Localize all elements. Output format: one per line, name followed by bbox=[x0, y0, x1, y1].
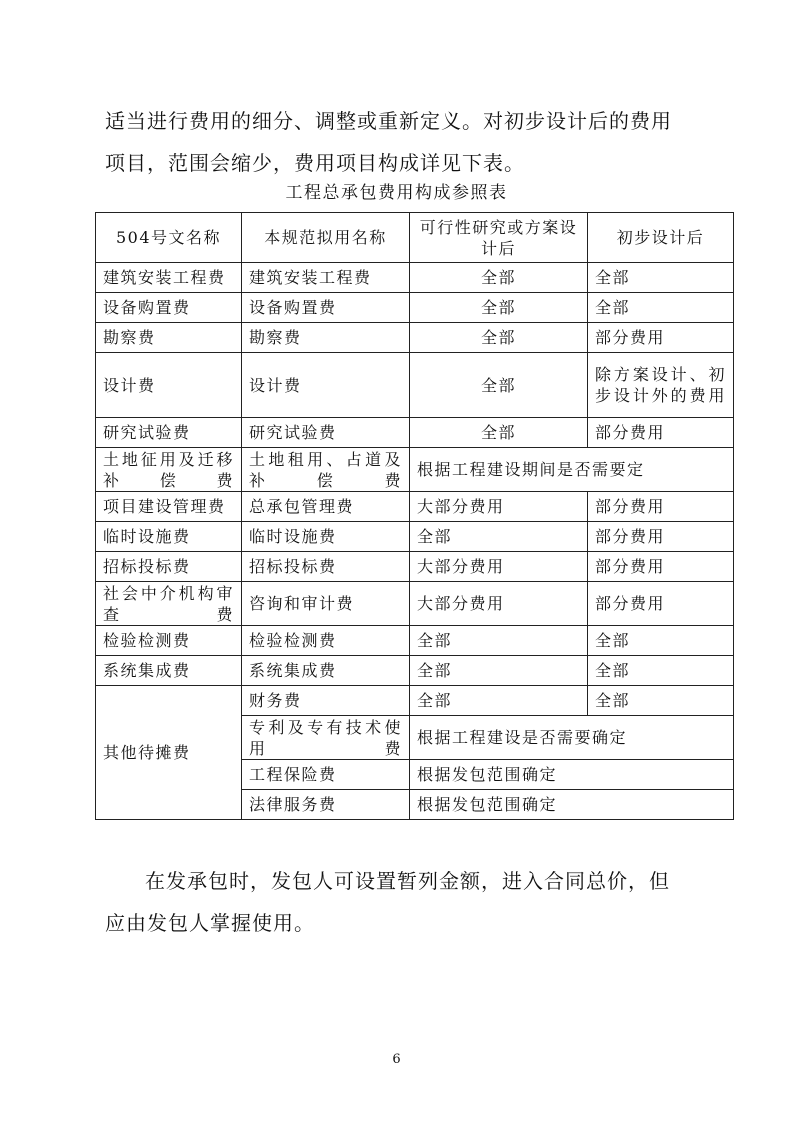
closing-paragraph bbox=[105, 860, 705, 944]
table-row bbox=[96, 293, 734, 323]
cell-preliminary: 全部 bbox=[588, 656, 734, 686]
table-row bbox=[96, 492, 734, 522]
table-row bbox=[96, 686, 734, 716]
cost-composition-table bbox=[95, 212, 734, 820]
cell-preliminary: 部分费用 bbox=[588, 582, 734, 626]
cell-name: 建筑安装工程费 bbox=[96, 263, 242, 293]
cell-preliminary: 除方案设计、初步设计外的费用 bbox=[588, 353, 734, 418]
cell-feasibility: 全部 bbox=[410, 353, 588, 418]
cell-spec-name: 总承包管理费 bbox=[242, 492, 410, 522]
cell-spec-name: 招标投标费 bbox=[242, 552, 410, 582]
cell-spec-name: 设备购置费 bbox=[242, 293, 410, 323]
cell-preliminary: 部分费用 bbox=[588, 418, 734, 448]
cell-name: 检验检测费 bbox=[96, 626, 242, 656]
header-spec-name: 本规范拟用名称 bbox=[242, 213, 410, 263]
intro-paragraph bbox=[105, 100, 705, 184]
cell-spec-name: 专利及专有技术使用费 bbox=[242, 716, 410, 760]
cell-name: 勘察费 bbox=[96, 323, 242, 353]
table-row bbox=[96, 418, 734, 448]
cell-spec-name: 建筑安装工程费 bbox=[242, 263, 410, 293]
table-row bbox=[96, 626, 734, 656]
cell-spec-name: 勘察费 bbox=[242, 323, 410, 353]
cell-preliminary: 全部 bbox=[588, 686, 734, 716]
table-header-row bbox=[96, 213, 734, 263]
table-row bbox=[96, 448, 734, 492]
cell-preliminary: 全部 bbox=[588, 263, 734, 293]
cell-preliminary: 部分费用 bbox=[588, 323, 734, 353]
cell-spec-name: 设计费 bbox=[242, 353, 410, 418]
cell-spec-name: 土地租用、占道及补偿费 bbox=[242, 448, 410, 492]
cell-feasibility: 全部 bbox=[410, 263, 588, 293]
table-row bbox=[96, 582, 734, 626]
cell-spec-name: 检验检测费 bbox=[242, 626, 410, 656]
cell-spec-name: 财务费 bbox=[242, 686, 410, 716]
header-504-name: 504号文名称 bbox=[96, 213, 242, 263]
cell-preliminary: 全部 bbox=[588, 626, 734, 656]
cell-feasibility: 全部 bbox=[410, 626, 588, 656]
cell-merged-note: 根据工程建设期间是否需要定 bbox=[410, 448, 734, 492]
cell-spec-name: 临时设施费 bbox=[242, 522, 410, 552]
cell-name: 系统集成费 bbox=[96, 656, 242, 686]
cell-preliminary: 部分费用 bbox=[588, 492, 734, 522]
table-row bbox=[96, 323, 734, 353]
cell-preliminary: 全部 bbox=[588, 293, 734, 323]
cell-name: 项目建设管理费 bbox=[96, 492, 242, 522]
cell-name: 招标投标费 bbox=[96, 552, 242, 582]
table-caption: 工程总承包费用构成参照表 bbox=[285, 183, 508, 203]
page-number: 6 bbox=[392, 1052, 401, 1067]
table-row bbox=[96, 656, 734, 686]
cell-spec-name: 系统集成费 bbox=[242, 656, 410, 686]
cell-merged-note: 根据发包范围确定 bbox=[410, 790, 734, 820]
cell-name: 社会中介机构审查费 bbox=[96, 582, 242, 626]
cell-spec-name: 工程保险费 bbox=[242, 760, 410, 790]
header-after-preliminary: 初步设计后 bbox=[588, 213, 734, 263]
cell-feasibility: 大部分费用 bbox=[410, 492, 588, 522]
cell-feasibility: 全部 bbox=[410, 323, 588, 353]
table-row bbox=[96, 552, 734, 582]
table-row bbox=[96, 263, 734, 293]
group-label-cell: 其他待摊费 bbox=[96, 686, 242, 820]
cell-spec-name: 研究试验费 bbox=[242, 418, 410, 448]
cell-feasibility: 全部 bbox=[410, 656, 588, 686]
cell-spec-name: 咨询和审计费 bbox=[242, 582, 410, 626]
closing-line-2: 应由发包人掌握使用。 bbox=[105, 911, 315, 935]
cell-name: 设备购置费 bbox=[96, 293, 242, 323]
table-row bbox=[96, 522, 734, 552]
cell-preliminary: 部分费用 bbox=[588, 522, 734, 552]
cell-spec-name: 法律服务费 bbox=[242, 790, 410, 820]
cell-feasibility: 全部 bbox=[410, 522, 588, 552]
header-after-feasibility: 可行性研究或方案设计后 bbox=[410, 213, 588, 263]
cell-feasibility: 全部 bbox=[410, 418, 588, 448]
cell-name: 研究试验费 bbox=[96, 418, 242, 448]
cell-feasibility: 大部分费用 bbox=[410, 552, 588, 582]
cell-merged-note: 根据工程建设是否需要确定 bbox=[410, 716, 734, 760]
cell-merged-note: 根据发包范围确定 bbox=[410, 760, 734, 790]
cell-preliminary: 部分费用 bbox=[588, 552, 734, 582]
cell-feasibility: 全部 bbox=[410, 293, 588, 323]
closing-line-1: 在发承包时，发包人可设置暂列金额，进入合同总价，但 bbox=[145, 869, 670, 893]
cell-name: 临时设施费 bbox=[96, 522, 242, 552]
table-row bbox=[96, 353, 734, 418]
cell-feasibility: 全部 bbox=[410, 686, 588, 716]
cell-feasibility: 大部分费用 bbox=[410, 582, 588, 626]
cell-name: 土地征用及迁移补偿费 bbox=[96, 448, 242, 492]
intro-line-1: 适当进行费用的细分、调整或重新定义。对初步设计后的费用 bbox=[105, 109, 672, 133]
intro-line-2: 项目，范围会缩少，费用项目构成详见下表。 bbox=[105, 151, 525, 175]
cell-name: 设计费 bbox=[96, 353, 242, 418]
